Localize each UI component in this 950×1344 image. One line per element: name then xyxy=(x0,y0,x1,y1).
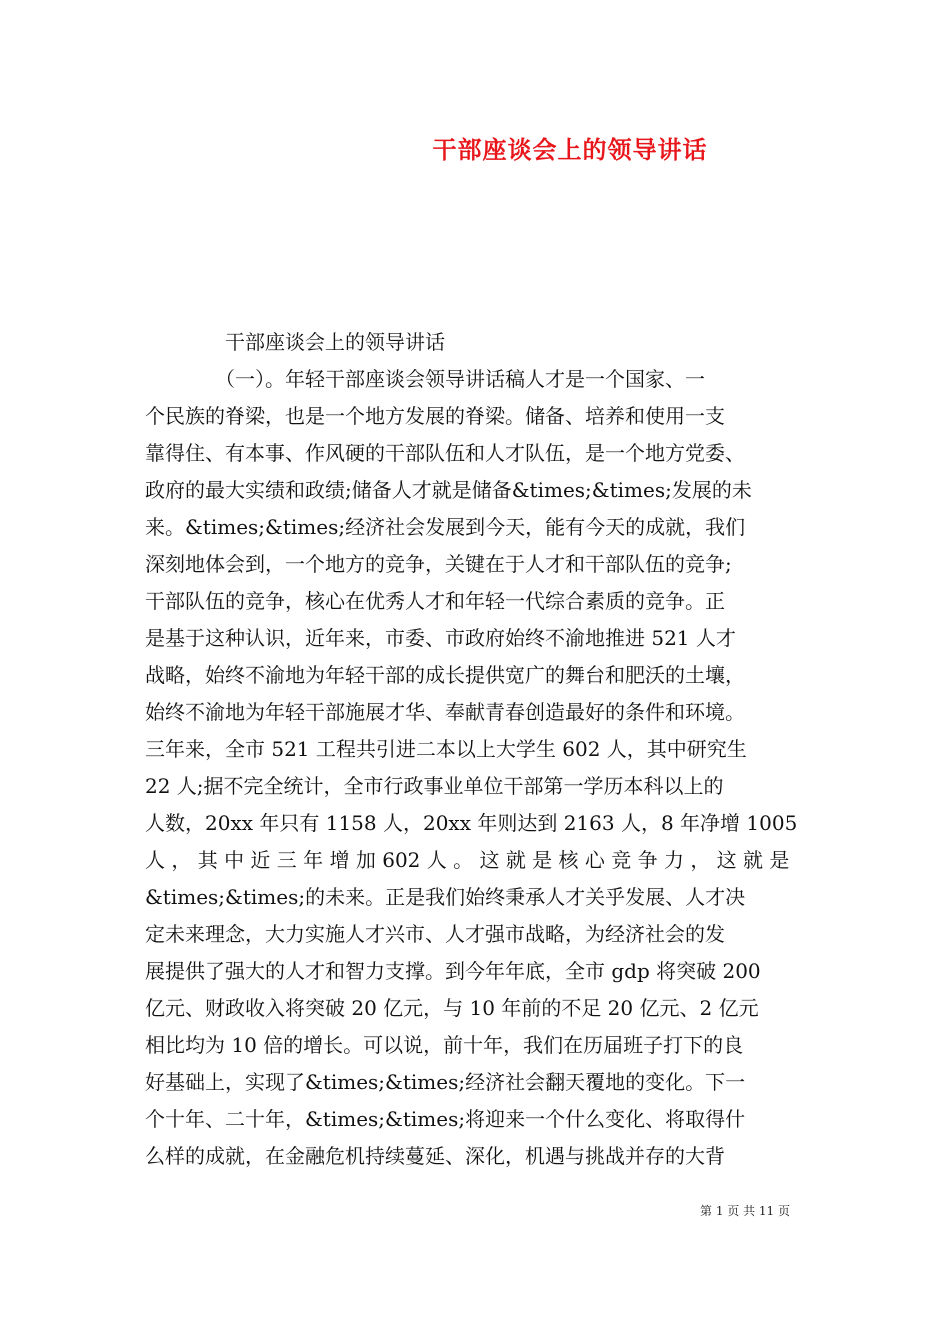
body-line: 始终不渝地为年轻干部施展才华、奉献青春创造最好的条件和环境。 xyxy=(145,700,745,724)
body-line: 相比均为 10 倍的增长。可以说，前十年，我们在历届班子打下的良 xyxy=(145,1033,744,1057)
document-title: 干部座谈会上的领导讲话 xyxy=(432,135,708,164)
body-line: 个民族的脊梁，也是一个地方发展的脊梁。储备、培养和使用一支 xyxy=(145,404,725,428)
body-line: 干部队伍的竞争，核心在优秀人才和年轻一代综合素质的竞争。正 xyxy=(145,589,725,613)
document-body xyxy=(145,324,805,1175)
body-line: 是基于这种认识，近年来，市委、市政府始终不渝地推进 521 人才 xyxy=(145,626,736,650)
body-line: &times;&times;的未来。正是我们始终秉承人才关乎发展、人才决 xyxy=(145,885,746,909)
body-line: 个十年、二十年，&times;&times;将迎来一个什么变化、将取得什 xyxy=(145,1107,746,1131)
body-line: 三年来，全市 521 工程共引进二本以上大学生 602 人，其中研究生 xyxy=(145,737,747,761)
body-line: 人数，20xx 年只有 1158 人，20xx 年则达到 2163 人，8 年净增 1005 xyxy=(145,811,798,835)
body-line: 深刻地体会到，一个地方的竞争，关键在于人才和干部队伍的竞争; xyxy=(145,552,732,576)
body-line: 22 人;据不完全统计，全市行政事业单位干部第一学历本科以上的 xyxy=(145,774,724,798)
body-line: 定未来理念，大力实施人才兴市、人才强市战略，为经济社会的发 xyxy=(145,922,725,946)
body-line: 战略，始终不渝地为年轻干部的成长提供宽广的舞台和肥沃的土壤， xyxy=(145,663,745,687)
body-line: 么样的成就，在金融危机持续蔓延、深化，机遇与挑战并存的大背 xyxy=(145,1144,725,1168)
body-line: 来。&times;&times;经济社会发展到今天，能有今天的成就，我们 xyxy=(145,515,746,539)
body-line: 人 ， 其 中 近 三 年 增 加 602 人 。 这 就 是 核 心 竞 争 力 ， 这 就 是 xyxy=(145,848,790,872)
body-line: 干部座谈会上的领导讲话 xyxy=(145,330,445,354)
body-line: 展提供了强大的人才和智力支撑。到今年年底，全市 gdp 将突破 200 xyxy=(145,959,761,983)
body-line: 靠得住、有本事、作风硬的干部队伍和人才队伍，是一个地方党委、 xyxy=(145,441,745,465)
body-line: 好基础上，实现了&times;&times;经济社会翻天覆地的变化。下一 xyxy=(145,1070,746,1094)
body-line: 亿元、财政收入将突破 20 亿元，与 10 年前的不足 20 亿元、2 亿元 xyxy=(145,996,759,1020)
page-number-footer: 第 1 页 共 11 页 xyxy=(700,1204,790,1218)
body-line: 政府的最大实绩和政绩;储备人才就是储备&times;&times;发展的未 xyxy=(145,478,752,502)
body-line: （一）。年轻干部座谈会领导讲话稿人才是一个国家、一 xyxy=(145,367,705,391)
